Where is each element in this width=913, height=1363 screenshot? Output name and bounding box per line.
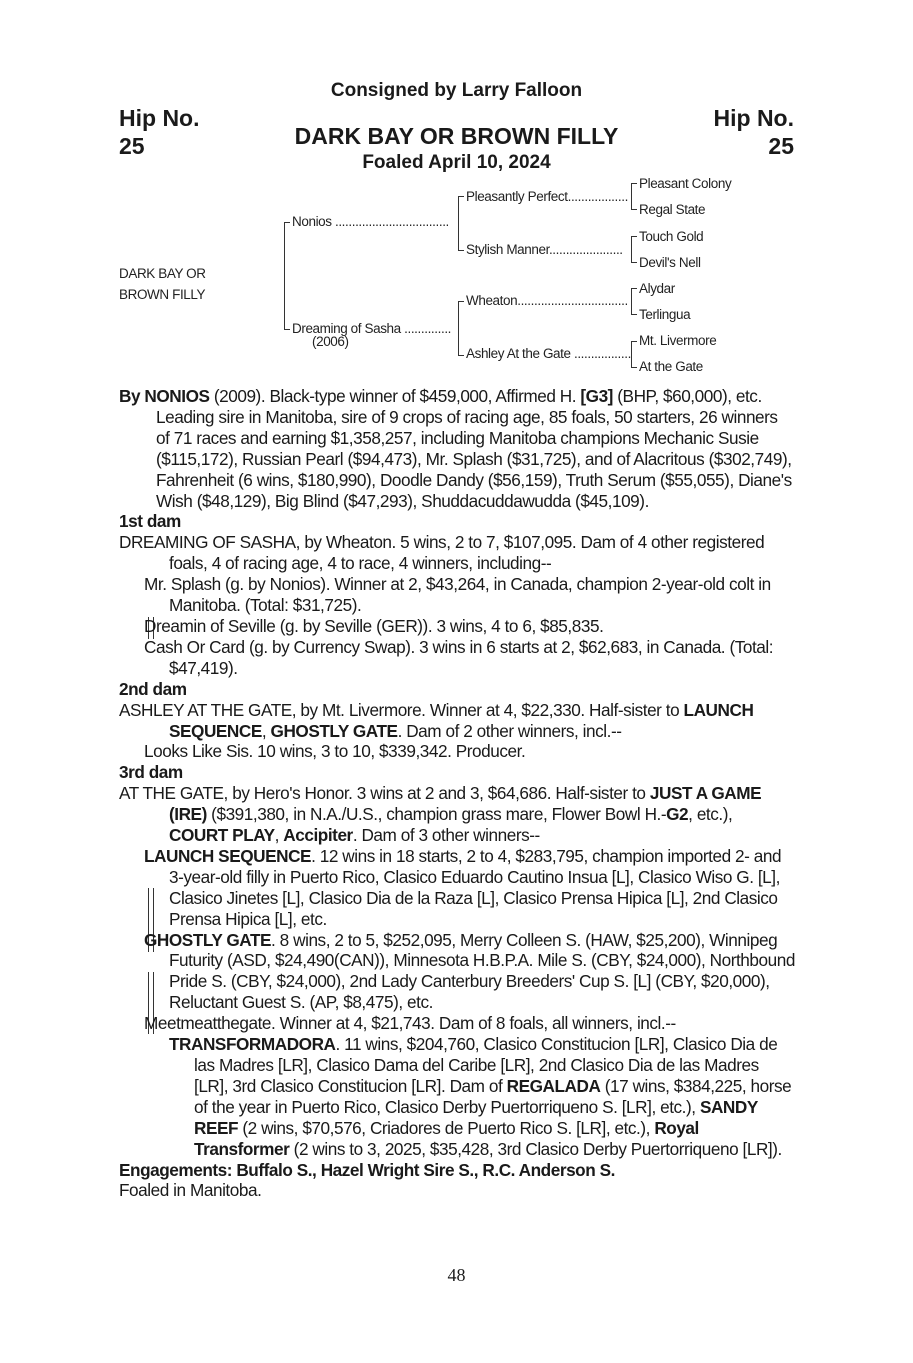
bracket-line (458, 301, 464, 302)
sire-paragraph (119, 386, 795, 511)
sire-grade: [G3] (580, 386, 613, 406)
pedigree-dam-sire: Wheaton................................. (466, 293, 628, 308)
pedigree-gg-2: Regal State (639, 202, 706, 217)
third-dam-text-4: , (274, 825, 284, 846)
bracket-line (284, 222, 285, 330)
pedigree-gg-5: Alydar (639, 281, 675, 296)
launch-sequence-text: . 12 wins in 18 starts, 2 to 4, $283,795, champion imported 2- and 3-year-old filly in Puerto Rico, Clasico Eduardo Cautino Insua [L], Clasico Wiso G. [L], Clasico Jinetes [L], Clasico Dia de la Raza [L], Clasico Prensa Hipica [L], 2nd Clasico Prensa Hipica [L], etc. (169, 845, 782, 929)
bracket-line (631, 183, 632, 210)
third-dam-bold-3: COURT PLAY (169, 825, 275, 846)
bracket-line (631, 314, 637, 315)
third-dam-text-5: . Dam of 3 other winners-- (352, 825, 540, 846)
sire-text-1: (2009). Black-type winner of $459,000, Affirmed H. (209, 386, 581, 406)
third-dam-bold-1: JUST A GAME (IRE) (169, 783, 762, 825)
transformadora-bold-3: Royal Transformer (194, 1117, 699, 1159)
transformadora-bold-1: REGALADA (506, 1075, 601, 1096)
ghostly-gate-name: GHOSTLY GATE (144, 929, 272, 950)
launch-sequence-name: LAUNCH SEQUENCE (144, 845, 312, 866)
pedigree-gg-7: Mt. Livermore (639, 333, 717, 348)
bracket-line (458, 196, 459, 251)
bracket-line (631, 236, 632, 263)
second-dam-bold-1: LAUNCH SEQUENCE (169, 699, 754, 741)
page-number: 48 (447, 1265, 466, 1285)
bracket-line (458, 250, 464, 251)
third-dam-text-3: , etc.), (688, 804, 733, 825)
third-dam-text-2: ($391,380, in N.A./U.S., champion grass mare, Flower Bowl H.- (206, 804, 667, 825)
foaled-date: Foaled April 10, 2024 (362, 152, 551, 173)
first-dam-foal-1: Mr. Splash (g. by Nonios). Winner at 2, $43,264, in Canada, champion 2-year-old colt in Manitoba. (Total: $31,725). (144, 574, 771, 616)
transformadora-text-2: (17 wins, $384,225, horse of the year in Puerto Rico, Clasico Derby Puertorriqueno S. [LR], etc.), (194, 1075, 792, 1117)
first-dam-foal-2: Dreamin of Seville (g. by Seville (GER)). 3 wins, 4 to 6, $85,835. (144, 615, 604, 636)
engagements-line: Engagements: Buffalo S., Hazel Wright Sire S., R.C. Anderson S. (119, 1159, 615, 1180)
pedigree-subject-line2: BROWN FILLY (119, 287, 206, 302)
pedigree-gg-6: Terlingua (639, 307, 691, 322)
pedigree-dam-dam: Ashley At the Gate ................. (466, 346, 631, 361)
horse-title: DARK BAY OR BROWN FILLY (294, 123, 619, 149)
bracket-line (631, 183, 637, 184)
first-dam-foal-3: Cash Or Card (g. by Currency Swap). 3 wins in 6 starts at 2, $62,683, in Canada. (Total: $47,419). (144, 636, 774, 678)
third-dam-paragraph (119, 783, 795, 846)
sire-name: NONIOS (144, 386, 210, 406)
second-dam-heading: 2nd dam (119, 678, 187, 699)
pedigree-sire-dam: Stylish Manner...................... (466, 242, 623, 257)
second-dam-text-2: , (261, 720, 271, 741)
pedigree-dam: Dreaming of Sasha .............. (292, 321, 452, 336)
hip-number: 25 (119, 133, 145, 159)
bracket-line (631, 262, 637, 263)
transformadora-text-4: (2 wins to 3, 2025, $35,428, 3rd Clasico Derby Puertorriqueno [LR]). (289, 1138, 782, 1159)
sire-by-label: By (119, 386, 145, 406)
bracket-line (631, 288, 637, 289)
pedigree-gg-1: Pleasant Colony (639, 176, 732, 191)
first-dam-paragraph: DREAMING OF SASHA, by Wheaton. 5 wins, 2 to 7, $107,095. Dam of 4 other registered foals, 4 of racing age, 4 to race, 4 winners, including-- (119, 532, 765, 574)
second-dam-foal-1: Looks Like Sis. 10 wins, 3 to 10, $339,342. Producer. (144, 741, 526, 762)
pedigree-dam-year: (2006) (312, 334, 349, 349)
bracket-line (458, 196, 464, 197)
bracket-line (631, 341, 632, 368)
transformadora-bold-2: SANDY REEF (194, 1096, 758, 1138)
pedigree-gg-3: Touch Gold (639, 229, 704, 244)
pedigree-subject-line1: DARK BAY OR (119, 266, 206, 281)
catalog-body (119, 386, 795, 1201)
bracket-line (284, 329, 290, 330)
second-dam-text-3: . Dam of 2 other winners, incl.-- (397, 720, 622, 741)
third-dam-bold-4: Accipiter (283, 825, 353, 846)
hip-label: Hip No. (119, 105, 200, 131)
transformadora-name: TRANSFORMADORA (169, 1034, 336, 1055)
consignor-line: Consigned by Larry Falloon (330, 80, 583, 101)
third-dam-foal-launch-sequence (119, 846, 795, 930)
bracket-line (631, 341, 637, 342)
hip-number: 25 (768, 133, 794, 159)
bracket-line (458, 355, 464, 356)
second-dam-bold-2: GHOSTLY GATE (270, 720, 398, 741)
first-dam-heading: 1st dam (119, 511, 181, 532)
sire-text-2: (BHP, $60,000), etc. Leading sire in Manitoba, sire of 9 crops of racing age, 85 foals, 50 starters, 26 winners of 71 races and earning $1,358,257, including Manitoba champions Mechanic Susie ($115,172), Russian Pearl ($94,473), Mr. Splash ($31,725), and of Alacritous ($302,749), Fahrenheit (6 wins, $180,990), Doodle Dandy ($56,159), Truth Serum ($55,055), Diane's Wish ($48,129), Big Blind ($47,293), Shuddacuddawudda ($45,109). (156, 386, 792, 511)
ghostly-gate-text: . 8 wins, 2 to 5, $252,095, Merry Colleen S. (HAW, $25,200), Winnipeg Futurity (ASD, $24,490(CAN)), Minnesota H.B.P.A. Mile S. (CBY, $24,000), Northbound Pride S. (CBY, $24,000), 2nd Lady Canterbury Breeders' Cup S. [L] (CBY, $20,000), Reluctant Guest S. (AP, $8,475), etc. (169, 929, 795, 1013)
transformadora-text-1: . 11 wins, $204,760, Clasico Constitucion [LR], Clasico Dia de las Madres [LR], Clasico Dama del Caribe [LR], 2nd Clasico Dia de las Madres [LR], 3rd Clasico Constitucion [LR]. Dam of (194, 1034, 778, 1096)
pedigree-gg-4: Devil's Nell (639, 255, 701, 270)
pedigree-sire: Nonios .................................. (292, 214, 449, 229)
pedigree-sire-sire: Pleasantly Perfect.................. (466, 189, 628, 204)
third-dam-foal-meetmeatthegate: Meetmeatthegate. Winner at 4, $21,743. Dam of 8 foals, all winners, incl.-- (144, 1013, 676, 1034)
meetmeatthegate-foal-transformadora (119, 1034, 795, 1159)
hip-label: Hip No. (713, 105, 794, 131)
second-dam-paragraph (119, 700, 795, 742)
third-dam-text-1: AT THE GATE, by Hero's Honor. 3 wins at 2 and 3, $64,686. Half-sister to (119, 783, 650, 804)
bracket-line (284, 222, 290, 223)
transformadora-text-3: (2 wins, $70,576, Criadores de Puerto Rico S. [LR], etc.), (238, 1117, 655, 1138)
bracket-line (458, 301, 459, 356)
pedigree-gg-8: At the Gate (639, 359, 703, 374)
second-dam-text-1: ASHLEY AT THE GATE, by Mt. Livermore. Winner at 4, $22,330. Half-sister to (119, 699, 684, 720)
bracket-line (631, 367, 637, 368)
foaled-in-line: Foaled in Manitoba. (119, 1180, 262, 1201)
bracket-line (631, 288, 632, 315)
third-dam-foal-ghostly-gate (119, 930, 795, 1014)
third-dam-heading: 3rd dam (119, 762, 183, 783)
bracket-line (631, 236, 637, 237)
bracket-line (631, 209, 637, 210)
third-dam-bold-2: G2 (666, 804, 689, 825)
